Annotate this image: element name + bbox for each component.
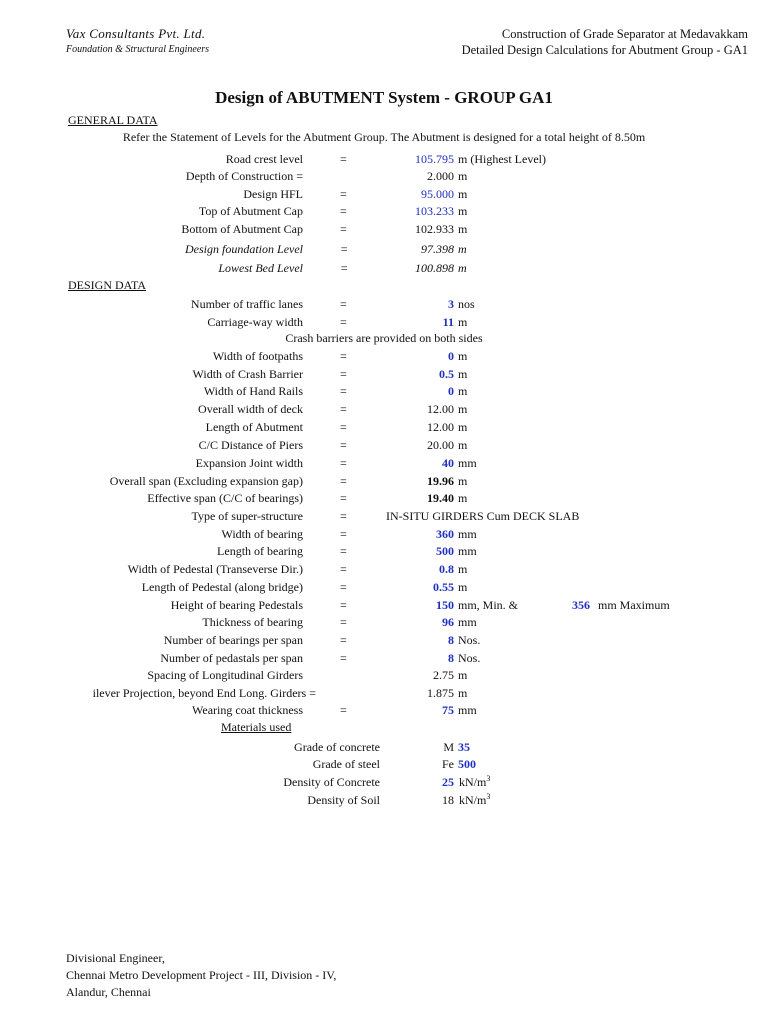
design-row (0, 508, 768, 524)
row-unit: m (458, 384, 468, 398)
page-title: Design of ABUTMENT System - GROUP GA1 (215, 88, 553, 107)
design-row (0, 614, 768, 630)
row-label: Expansion Joint width (195, 456, 303, 470)
design-row (0, 579, 768, 595)
row-equals: = (340, 651, 347, 665)
row-value: 0.5 (439, 367, 454, 381)
row-unit: m (458, 242, 467, 256)
row-label: Overall width of deck (198, 402, 303, 416)
row-label: C/C Distance of Piers (198, 438, 303, 452)
row-equals: = (340, 580, 347, 594)
row-label: ilever Projection, beyond End Long. Girders = (92, 686, 316, 700)
unit-superscript: 3 (486, 792, 491, 801)
design-row (0, 348, 768, 364)
material-value: 35 (458, 740, 470, 754)
row-unit: mm (458, 544, 477, 558)
design-row (0, 437, 768, 453)
material-row (0, 774, 768, 790)
company-name: Vax Consultants Pvt. Ltd. (66, 26, 206, 41)
superstructure-type: IN-SITU GIRDERS Cum DECK SLAB (386, 509, 580, 523)
row-value: 19.40 (427, 491, 454, 505)
row-equals: = (340, 562, 347, 576)
row-label: Length of Pedestal (along bridge) (141, 580, 303, 594)
row-equals: = (340, 598, 347, 612)
material-row (0, 739, 768, 755)
design-row (0, 314, 768, 330)
row-equals: = (340, 509, 347, 523)
material-value: 25 (442, 775, 454, 789)
material-unit (459, 792, 490, 808)
row-equals: = (340, 152, 347, 166)
row-value: 20.00 (427, 438, 454, 452)
row-unit: m (458, 349, 468, 363)
material-prefix: M (443, 740, 454, 754)
row-value: 360 (436, 527, 454, 541)
row-value: 2.75 (433, 668, 454, 682)
row-label: Length of Abutment (205, 420, 303, 434)
row-unit: m (458, 222, 468, 236)
row-value: 500 (436, 544, 454, 558)
general-row (0, 203, 768, 219)
crash-barrier-note: Crash barriers are provided on both sides (285, 331, 483, 345)
row-unit: m (458, 438, 468, 452)
unit-superscript: 3 (486, 774, 491, 783)
row-equals: = (340, 297, 347, 311)
row-label: Thickness of bearing (202, 615, 303, 629)
row-value: 12.00 (427, 402, 454, 416)
general-row (0, 221, 768, 237)
row-unit: mm (458, 703, 477, 717)
design-row (0, 473, 768, 489)
design-row (0, 419, 768, 435)
row-unit: mm (458, 615, 477, 629)
row-value: 0.8 (439, 562, 454, 576)
row-equals: = (340, 544, 347, 558)
row-unit: m (458, 668, 468, 682)
row-label: Effective span (C/C of bearings) (147, 491, 303, 505)
row-equals: = (340, 349, 347, 363)
row-equals: = (340, 474, 347, 488)
row-value: 11 (442, 315, 454, 329)
row-label: Carriage-way width (207, 315, 303, 329)
row-unit: m (458, 169, 468, 183)
row-label: Wearing coat thickness (192, 703, 303, 717)
row-value: 96 (442, 615, 454, 629)
row-label: Design foundation Level (185, 242, 303, 256)
row-value: 0 (448, 384, 454, 398)
row-value: 95.000 (421, 187, 454, 201)
row-label: Width of Crash Barrier (192, 367, 303, 381)
design-data-heading: DESIGN DATA (68, 278, 147, 292)
row-label: Width of Hand Rails (203, 384, 303, 398)
row-unit: m (458, 562, 468, 576)
row-unit: m (458, 261, 467, 275)
design-row (0, 702, 768, 718)
row-unit: m (458, 204, 468, 218)
row-value: 97.398 (421, 242, 454, 256)
design-row (0, 401, 768, 417)
row-label: Spacing of Longitudinal Girders (147, 668, 303, 682)
row-value: 19.96 (427, 474, 454, 488)
row-label: Height of bearing Pedestals (170, 598, 303, 612)
material-label: Grade of concrete (294, 740, 380, 754)
material-value: 500 (458, 757, 476, 771)
design-row (0, 597, 768, 613)
row-label: Overall span (Excluding expansion gap) (109, 474, 303, 488)
row-label: Type of super-structure (191, 509, 303, 523)
design-row (0, 383, 768, 399)
row-equals: = (340, 384, 347, 398)
row-equals: = (340, 261, 349, 275)
general-row (0, 186, 768, 202)
row-value: 12.00 (427, 420, 454, 434)
max-pedestal-unit: mm Maximum (598, 598, 670, 612)
row-unit: m (458, 580, 468, 594)
design-row (0, 296, 768, 312)
row-value: 40 (442, 456, 454, 470)
material-row (0, 756, 768, 772)
row-label: Length of bearing (217, 544, 303, 558)
row-value: 8 (448, 651, 454, 665)
row-value: 103.233 (415, 204, 454, 218)
design-row (0, 526, 768, 542)
row-value: 75 (442, 703, 454, 717)
design-row (0, 455, 768, 471)
general-row (0, 151, 768, 167)
row-label: Lowest Bed Level (218, 261, 303, 275)
row-unit: m (458, 315, 468, 329)
row-label: Top of Abutment Cap (198, 204, 303, 218)
row-unit: m (Highest Level) (458, 152, 546, 166)
row-unit: m (458, 474, 468, 488)
materials-heading: Materials used (221, 720, 292, 734)
design-row (0, 632, 768, 648)
project-title: Construction of Grade Separator at Medavakkam (501, 27, 748, 41)
general-row (0, 241, 768, 257)
row-equals: = (340, 315, 347, 329)
design-row (0, 650, 768, 666)
general-row (0, 260, 768, 276)
row-label: Road crest level (225, 152, 303, 166)
row-equals: = (340, 367, 347, 381)
row-equals: = (340, 420, 347, 434)
row-equals: = (340, 615, 347, 629)
material-unit-text: kN/m (459, 775, 487, 789)
row-value: 0 (448, 349, 454, 363)
material-label: Density of Concrete (283, 775, 380, 789)
design-row (0, 561, 768, 577)
general-row (0, 168, 768, 184)
row-value: 105.795 (415, 152, 454, 166)
row-equals: = (340, 633, 347, 647)
design-row (0, 543, 768, 559)
design-row (0, 667, 768, 683)
row-equals: = (340, 222, 347, 236)
row-label: Number of traffic lanes (190, 297, 303, 311)
document-subject: Detailed Design Calculations for Abutment Group - GA1 (461, 43, 748, 57)
row-equals: = (340, 703, 347, 717)
design-row (0, 490, 768, 506)
max-pedestal-height: 356 (572, 598, 590, 612)
footer-address (66, 950, 336, 1001)
row-label: Depth of Construction = (185, 169, 303, 183)
row-unit: m (458, 402, 468, 416)
footer-line-3: Alandur, Chennai (66, 985, 151, 999)
row-unit: m (458, 367, 468, 381)
general-data-heading: GENERAL DATA (68, 113, 158, 127)
row-equals: = (340, 187, 347, 201)
row-equals: = (340, 204, 347, 218)
row-value: 1.875 (427, 686, 454, 700)
row-label: Number of pedastals per span (160, 651, 303, 665)
row-label: Number of bearings per span (163, 633, 303, 647)
row-unit: m (458, 420, 468, 434)
footer-line-2: Chennai Metro Development Project - III, Division - IV, (66, 968, 337, 982)
row-unit: m (458, 491, 468, 505)
row-unit: mm, Min. & (458, 598, 519, 612)
general-intro: Refer the Statement of Levels for the Abutment Group. The Abutment is designed for a total height of 8.50m (122, 130, 646, 144)
row-label: Bottom of Abutment Cap (181, 222, 303, 236)
row-equals: = (340, 456, 347, 470)
row-value: 0.55 (433, 580, 454, 594)
row-equals: = (340, 438, 347, 452)
row-unit: m (458, 187, 468, 201)
row-value: 150 (436, 598, 454, 612)
material-prefix: Fe (442, 757, 454, 771)
row-label: Width of Pedestal (Transeverse Dir.) (127, 562, 303, 576)
row-equals: = (340, 242, 349, 256)
row-value: 2.000 (427, 169, 454, 183)
material-unit (459, 774, 490, 790)
row-equals: = (340, 491, 347, 505)
row-unit: m (458, 686, 468, 700)
design-row (0, 685, 768, 701)
row-unit: Nos. (458, 651, 481, 665)
material-value: 18 (442, 793, 454, 807)
row-value: 3 (448, 297, 454, 311)
row-label: Width of footpaths (212, 349, 303, 363)
row-unit: mm (458, 456, 477, 470)
row-unit: nos (458, 297, 475, 311)
row-value: 102.933 (415, 222, 454, 236)
row-value: 8 (448, 633, 454, 647)
material-unit-text: kN/m (459, 793, 487, 807)
row-unit: Nos. (458, 633, 481, 647)
row-unit: mm (458, 527, 477, 541)
material-label: Density of Soil (307, 793, 380, 807)
design-row (0, 366, 768, 382)
company-tagline: Foundation & Structural Engineers (66, 44, 210, 55)
row-equals: = (340, 402, 347, 416)
row-equals: = (340, 527, 347, 541)
footer-line-1: Divisional Engineer, (66, 951, 165, 965)
material-row (0, 792, 768, 808)
row-label: Width of bearing (221, 527, 303, 541)
row-label: Design HFL (243, 187, 303, 201)
material-label: Grade of steel (312, 757, 380, 771)
row-value: 100.898 (415, 261, 454, 275)
